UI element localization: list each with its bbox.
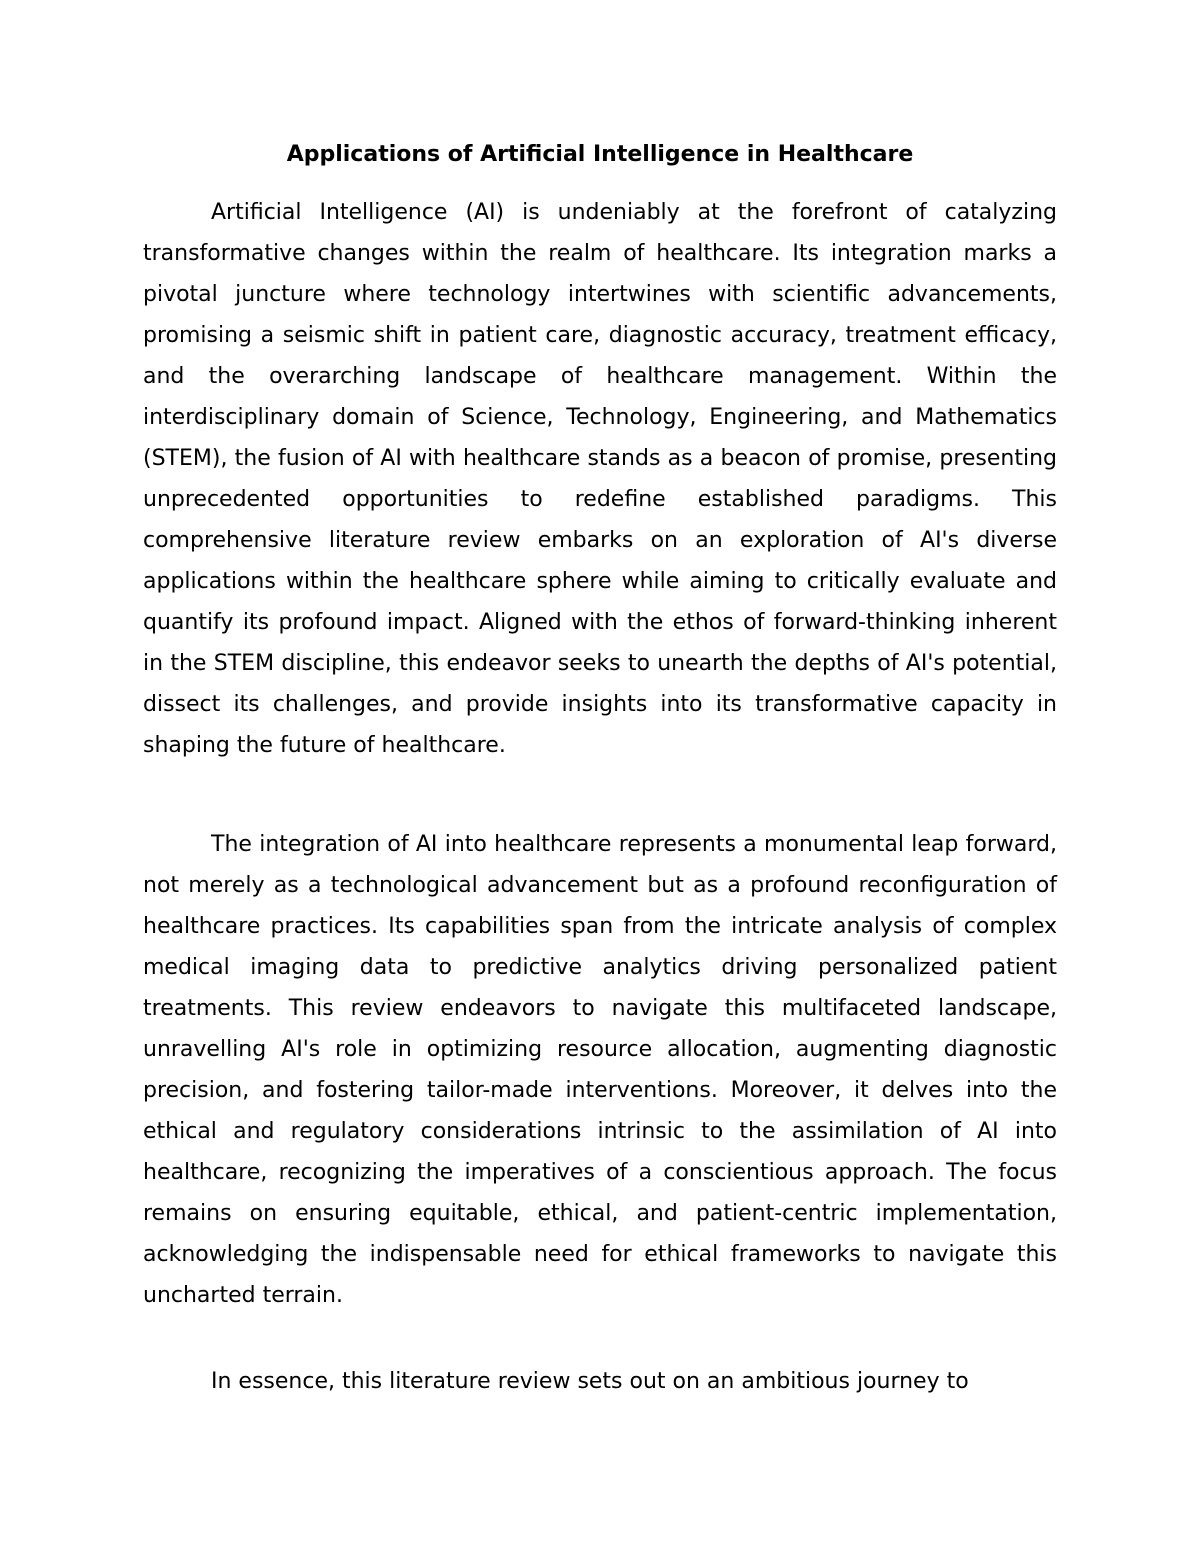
paragraph-introduction: Artificial Intelligence (AI) is undeniably at the forefront of catalyzing transformative changes within the realm of healthcare. Its integration marks a pivotal juncture where technology intertwines with scientific advancements, promising a seismic shift in patient care, diagnostic accuracy, treatment efficacy, and the overarching landscape of healthcare management. Within the interdisciplinary domain of Science, Technology, Engineering, and Mathematics (STEM), the fusion of AI with healthcare stands as a beacon of promise, presenting unprecedented opportunities to redefine established paradigms. This comprehensive literature review embarks on an exploration of AI's diverse applications within the healthcare sphere while aiming to critically evaluate and quantify its profound impact. Aligned with the ethos of forward-thinking inherent in the STEM discipline, this endeavor seeks to unearth the depths of AI's potential, dissect its challenges, and provide insights into its transformative capacity in shaping the future of healthcare. bbox=[143, 200, 1057, 758]
document-title: Applications of Artificial Intelligence in Healthcare bbox=[286, 142, 914, 167]
paragraph-integration: The integration of AI into healthcare represents a monumental leap forward, not merely as a technological advancement but as a profound reconfiguration of healthcare practices. Its capabilities span from the intricate analysis of complex medical imaging data to predictive analytics driving personalized patient treatments. This review endeavors to navigate this multifaceted landscape, unravelling AI's role in optimizing resource allocation, augmenting diagnostic precision, and fostering tailor-made interventions. Moreover, it delves into the ethical and regulatory considerations intrinsic to the assimilation of AI into healthcare, recognizing the imperatives of a conscientious approach. The focus remains on ensuring equitable, ethical, and patient-centric implementation, acknowledging the indispensable need for ethical frameworks to navigate this uncharted terrain. bbox=[143, 832, 1057, 1308]
paragraph-essence: In essence, this literature review sets out on an ambitious journey to bbox=[211, 1369, 969, 1394]
